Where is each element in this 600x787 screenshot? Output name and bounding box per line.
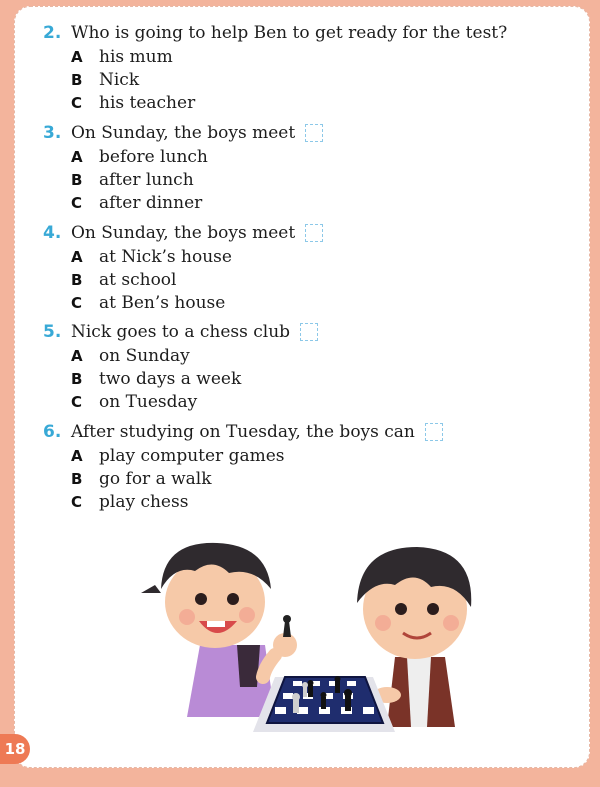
option-text: before lunch [99, 146, 208, 167]
option-letter: C [71, 392, 83, 411]
option-a[interactable] [43, 344, 318, 367]
option-text: at Nick’s house [99, 246, 232, 267]
option-letter: C [71, 492, 83, 511]
option-b[interactable] [43, 268, 323, 291]
question-number: 2. [43, 23, 62, 43]
question-3 [43, 121, 323, 214]
option-letter: A [71, 47, 83, 66]
option-c[interactable] [43, 390, 318, 413]
option-b[interactable] [43, 68, 507, 91]
option-text: on Sunday [99, 345, 190, 366]
question-6 [43, 420, 443, 513]
option-letter: A [71, 346, 83, 365]
question-number: 4. [43, 223, 62, 243]
question-text: Nick goes to a chess club [71, 322, 291, 342]
option-text: after dinner [99, 192, 203, 213]
question-number: 5. [43, 322, 62, 342]
option-letter: B [71, 70, 83, 89]
option-c[interactable] [43, 490, 443, 513]
worksheet-page [14, 6, 590, 768]
option-a[interactable] [43, 145, 323, 168]
option-b[interactable] [43, 467, 443, 490]
option-a[interactable] [43, 444, 443, 467]
option-text: play chess [99, 491, 189, 512]
option-b[interactable] [43, 367, 318, 390]
option-letter: B [71, 469, 83, 488]
question-5 [43, 320, 318, 413]
option-letter: B [71, 369, 83, 388]
option-letter: A [71, 247, 83, 266]
option-letter: C [71, 93, 83, 112]
option-text: play computer games [99, 445, 285, 466]
option-text: after lunch [99, 169, 194, 190]
option-a[interactable] [43, 245, 323, 268]
option-text: at school [99, 269, 177, 290]
option-a[interactable] [43, 45, 507, 68]
question-text: Who is going to help Ben to get ready for the test? [71, 23, 508, 43]
answer-box[interactable] [305, 224, 323, 242]
question-number: 6. [43, 422, 62, 442]
answer-box[interactable] [425, 423, 443, 441]
option-letter: B [71, 270, 83, 289]
answer-box[interactable] [300, 323, 318, 341]
option-letter: A [71, 147, 83, 166]
boys-playing-chess-illustration [125, 527, 485, 747]
option-text: his mum [99, 46, 173, 67]
option-text: two days a week [99, 368, 242, 389]
option-c[interactable] [43, 91, 507, 114]
option-text: go for a walk [99, 468, 212, 489]
answer-box[interactable] [305, 124, 323, 142]
option-text: on Tuesday [99, 391, 198, 412]
option-c[interactable] [43, 191, 323, 214]
option-text: at Ben’s house [99, 292, 226, 313]
question-2 [43, 21, 507, 114]
question-text: On Sunday, the boys meet [71, 123, 296, 143]
question-4 [43, 221, 323, 314]
chess-board [253, 676, 395, 732]
question-text: On Sunday, the boys meet [71, 223, 296, 243]
option-letter: C [71, 293, 83, 312]
page-number-badge: 18 [0, 734, 30, 764]
option-letter: B [71, 170, 83, 189]
question-number: 3. [43, 123, 62, 143]
option-text: his teacher [99, 92, 196, 113]
question-text: After studying on Tuesday, the boys can [71, 422, 415, 442]
option-c[interactable] [43, 291, 323, 314]
option-letter: C [71, 193, 83, 212]
option-b[interactable] [43, 168, 323, 191]
option-text: Nick [99, 69, 140, 90]
option-letter: A [71, 446, 83, 465]
